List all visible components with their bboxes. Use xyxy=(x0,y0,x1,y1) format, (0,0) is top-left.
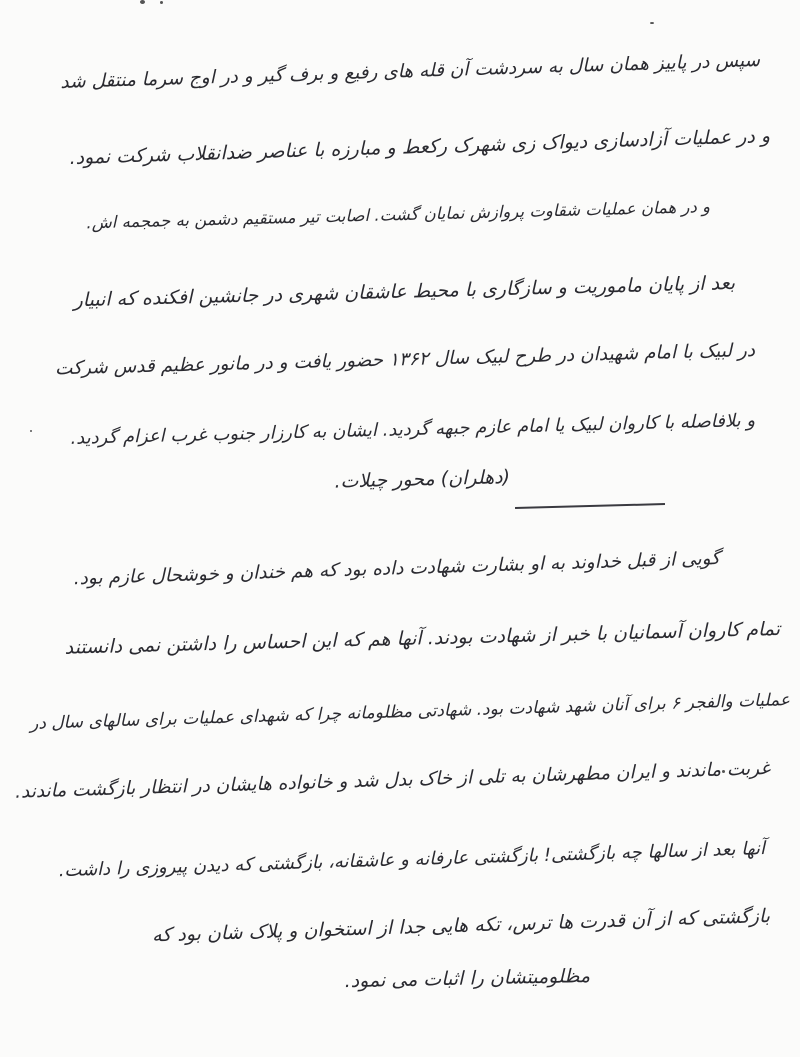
text-line-12: آنها بعد از سالها چه بازگشتی! بازگشتی عارفانه و عاشقانه، بازگشتی که دیدن پیروزی را داشت. xyxy=(58,838,766,882)
text-line-4: بعد از پایان ماموریت و سازگاری با محیط عاشقان شهری در جانشین افکنده که انبیار xyxy=(73,272,736,312)
text-line-5: در لبیک با امام شهیدان در طرح لبیک سال ۱۳۶۲ حضور یافت و در مانور عظیم قدس شرکت xyxy=(54,340,756,380)
text-line-1: سپس در پاییز همان سال به سردشت آن قله های رفیع و برف گیر و در اوج سرما منتقل شد xyxy=(59,50,761,93)
text-line-11: غربت ماندند و ایران مطهرشان به تلی از خاک بدل شد و خانواده هایشان در انتظار بازگشت ماندند. xyxy=(14,758,771,803)
ink-speck xyxy=(30,430,32,432)
text-line-6: و بلافاصله با کاروان لبیک یا امام عازم جبهه گردید. ایشان به کارزار جنوب غرب اعزام گردید. xyxy=(70,410,756,449)
underline xyxy=(515,503,665,508)
ink-speck xyxy=(140,0,145,4)
text-line-10: عملیات والفجر ۶ برای آنان شهد شهادت بود. شهادتی مظلومانه چرا که شهدای عملیات برای سالهای سال در xyxy=(29,690,791,734)
text-line-9: تمام کاروان آسمانیان با خبر از شهادت بودند. آنها هم که این احساس را داشتن نمی دانستند xyxy=(64,618,781,659)
ink-speck xyxy=(650,22,654,24)
text-line-14: مظلومیتشان را اثبات می نمود. xyxy=(344,965,591,993)
text-line-2: و در عملیات آزادسازی دیواک زی شهرک رکعط و مبارزه با عناصر ضدانقلاب شرکت نمود. xyxy=(69,125,771,170)
text-line-7: (دهلران) محور چیلات. xyxy=(334,466,511,493)
text-line-3: و در همان عملیات شقاوت پروازش نمایان گشت. اصابت تیر مستقیم دشمن به جمجمه اش. xyxy=(86,197,711,233)
text-line-13: بازگشتی که از آن قدرت ها ترس، تکه هایی جدا از استخوان و پلاک شان بود که xyxy=(151,905,771,947)
ink-speck xyxy=(160,1,163,4)
text-line-8: گویی از قبل خداوند به او بشارت شهادت داده بود که هم خندان و خوشحال عازم بود. xyxy=(73,548,721,590)
